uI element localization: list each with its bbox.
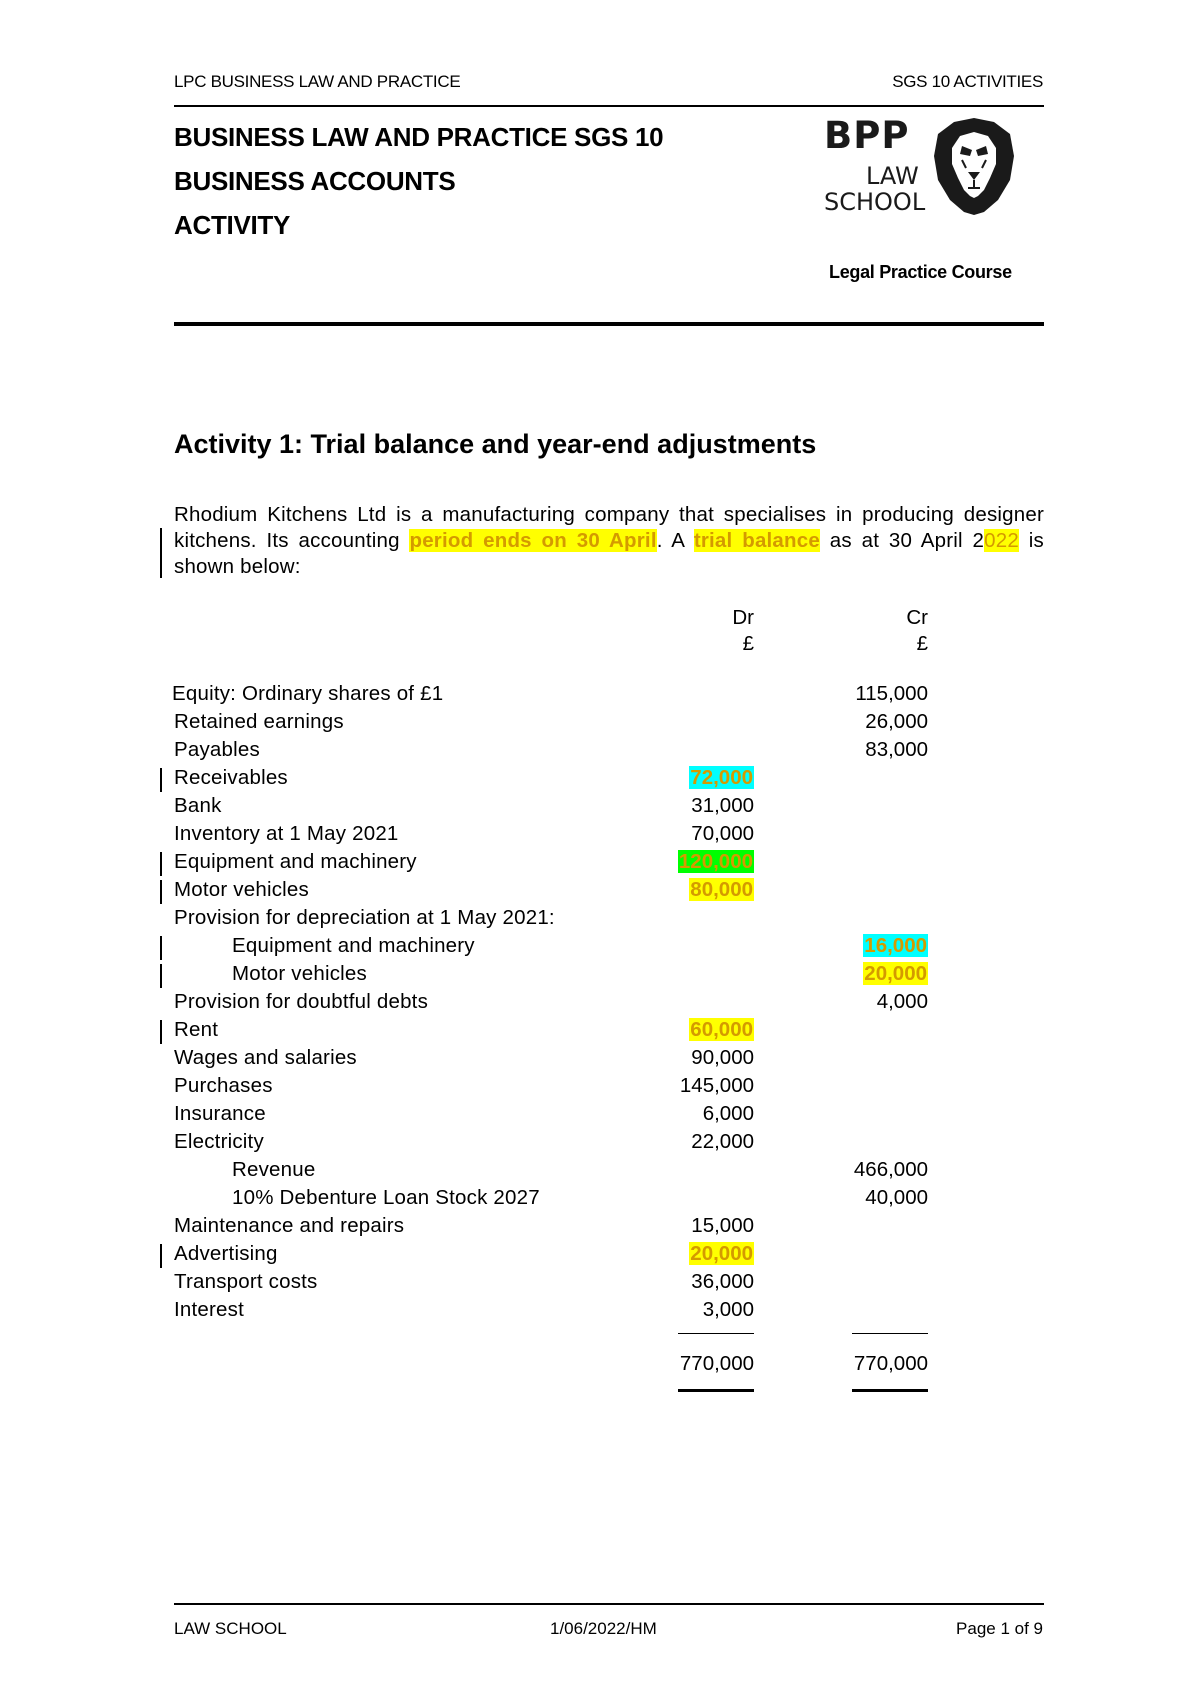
table-row (0, 1270, 1200, 1298)
row-label: Maintenance and repairs (174, 1214, 405, 1237)
table-row (0, 1102, 1200, 1130)
intro-text-3: as at 30 April 2 (819, 529, 985, 552)
table-row (0, 766, 1200, 794)
row-label: Equipment and machinery (232, 934, 475, 957)
header-divider (174, 105, 1044, 107)
intro-paragraph (174, 502, 1044, 580)
tb-heading-row (0, 606, 1200, 634)
intro-text-2: . A (656, 529, 694, 552)
row-dr: 15,000 (691, 1214, 754, 1237)
cr-total-underline (852, 1389, 928, 1392)
row-label: Wages and salaries (174, 1046, 357, 1069)
row-label: Payables (174, 738, 260, 761)
row-dr: 31,000 (691, 794, 754, 817)
row-label: Rent (174, 1018, 219, 1041)
row-label: Motor vehicles (232, 962, 367, 985)
table-row (0, 1130, 1200, 1158)
footer-divider (174, 1603, 1044, 1605)
row-label: Purchases (174, 1074, 273, 1097)
change-bar (160, 528, 162, 578)
row-cr: 26,000 (865, 710, 928, 733)
row-dr: 90,000 (691, 1046, 754, 1069)
table-row (0, 990, 1200, 1018)
row-dr: 3,000 (702, 1298, 754, 1321)
course-subtitle: Legal Practice Course (829, 262, 1012, 282)
dr-total-underline (678, 1389, 754, 1392)
activity-title: Activity 1: Trial balance and year-end adjustments (174, 429, 817, 459)
row-label: Equity: Ordinary shares of £1 (172, 682, 444, 705)
table-row (0, 850, 1200, 878)
row-cr: 83,000 (865, 738, 928, 761)
row-label: Provision for depreciation at 1 May 2021: (174, 906, 555, 929)
doc-title-line-3: ACTIVITY (174, 210, 291, 240)
table-row (0, 934, 1200, 962)
row-label: Advertising (174, 1242, 278, 1265)
table-row (0, 1298, 1200, 1326)
row-cr: 115,000 (855, 682, 928, 705)
table-row (0, 1046, 1200, 1074)
row-label: Provision for doubtful debts (174, 990, 429, 1013)
totals-row (0, 1352, 1200, 1380)
table-row (0, 1242, 1200, 1270)
intro-highlight-trial-balance: trial balance (693, 529, 820, 552)
intro-text-1: Rhodium Kitchens Ltd is a manufacturing company that specialises in producing designer kitchens. Its accounting (174, 503, 1044, 552)
table-row (0, 738, 1200, 766)
row-label: Receivables (174, 766, 288, 789)
running-header-right: SGS 10 ACTIVITIES (892, 72, 1043, 91)
dr-currency: £ (742, 632, 754, 655)
table-row (0, 710, 1200, 738)
table-row (0, 794, 1200, 822)
cr-currency: £ (916, 632, 928, 655)
footer-center: 1/06/2022/HM (550, 1619, 657, 1638)
intro-highlight-year: 022 (984, 529, 1019, 552)
row-cr: 4,000 (876, 990, 928, 1013)
row-dr: 6,000 (702, 1102, 754, 1125)
row-label: 10% Debenture Loan Stock 2027 (232, 1186, 540, 1209)
table-row (0, 1214, 1200, 1242)
row-dr: 145,000 (679, 1074, 754, 1097)
row-label: Equipment and machinery (174, 850, 417, 873)
row-dr: 20,000 (690, 1242, 753, 1265)
logo-school-text: SCHOOL (824, 188, 926, 216)
row-dr: 120,000 (678, 850, 753, 873)
total-dr: 770,000 (679, 1352, 754, 1375)
dr-subtotal-line (678, 1333, 754, 1334)
intro-text-4: is shown below: (174, 529, 1044, 578)
row-label: Inventory at 1 May 2021 (174, 822, 399, 845)
table-row (0, 878, 1200, 906)
row-dr: 60,000 (690, 1018, 753, 1041)
row-dr: 22,000 (691, 1130, 754, 1153)
total-cr: 770,000 (853, 1352, 928, 1375)
row-cr: 40,000 (865, 1186, 928, 1209)
logo-law-text: LAW (866, 162, 919, 190)
table-row (0, 1074, 1200, 1102)
table-row (0, 906, 1200, 934)
row-dr: 80,000 (690, 878, 753, 901)
table-row (0, 822, 1200, 850)
row-dr: 36,000 (691, 1270, 754, 1293)
table-row (0, 1158, 1200, 1186)
doc-title-line-1: BUSINESS LAW AND PRACTICE SGS 10 (174, 122, 664, 152)
bpp-law-school-logo (820, 114, 1020, 224)
row-label: Transport costs (174, 1270, 318, 1293)
title-block-divider (174, 322, 1044, 326)
row-cr: 20,000 (864, 962, 927, 985)
intro-highlight-period: period ends on 30 April (409, 529, 657, 552)
row-label: Motor vehicles (174, 878, 309, 901)
cr-heading: Cr (906, 606, 928, 629)
table-row (0, 962, 1200, 990)
row-label: Bank (174, 794, 222, 817)
lion-head-icon (932, 116, 1016, 216)
dr-heading: Dr (732, 606, 754, 629)
table-row (0, 1018, 1200, 1046)
row-cr: 466,000 (853, 1158, 928, 1181)
row-dr: 70,000 (691, 822, 754, 845)
logo-bpp-text: BPP (824, 114, 910, 157)
footer-left: LAW SCHOOL (174, 1619, 287, 1638)
cr-subtotal-line (852, 1333, 928, 1334)
table-row (0, 682, 1200, 710)
row-label: Retained earnings (174, 710, 344, 733)
tb-currency-row (0, 632, 1200, 660)
row-label: Interest (174, 1298, 244, 1321)
row-label: Revenue (232, 1158, 316, 1181)
running-header-left: LPC BUSINESS LAW AND PRACTICE (174, 72, 461, 91)
row-label: Electricity (174, 1130, 264, 1153)
footer-page-number: Page 1 of 9 (956, 1619, 1043, 1638)
row-label: Insurance (174, 1102, 266, 1125)
doc-title-line-2: BUSINESS ACCOUNTS (174, 166, 456, 196)
row-cr: 16,000 (864, 934, 927, 957)
table-row (0, 1186, 1200, 1214)
row-dr: 72,000 (690, 766, 753, 789)
